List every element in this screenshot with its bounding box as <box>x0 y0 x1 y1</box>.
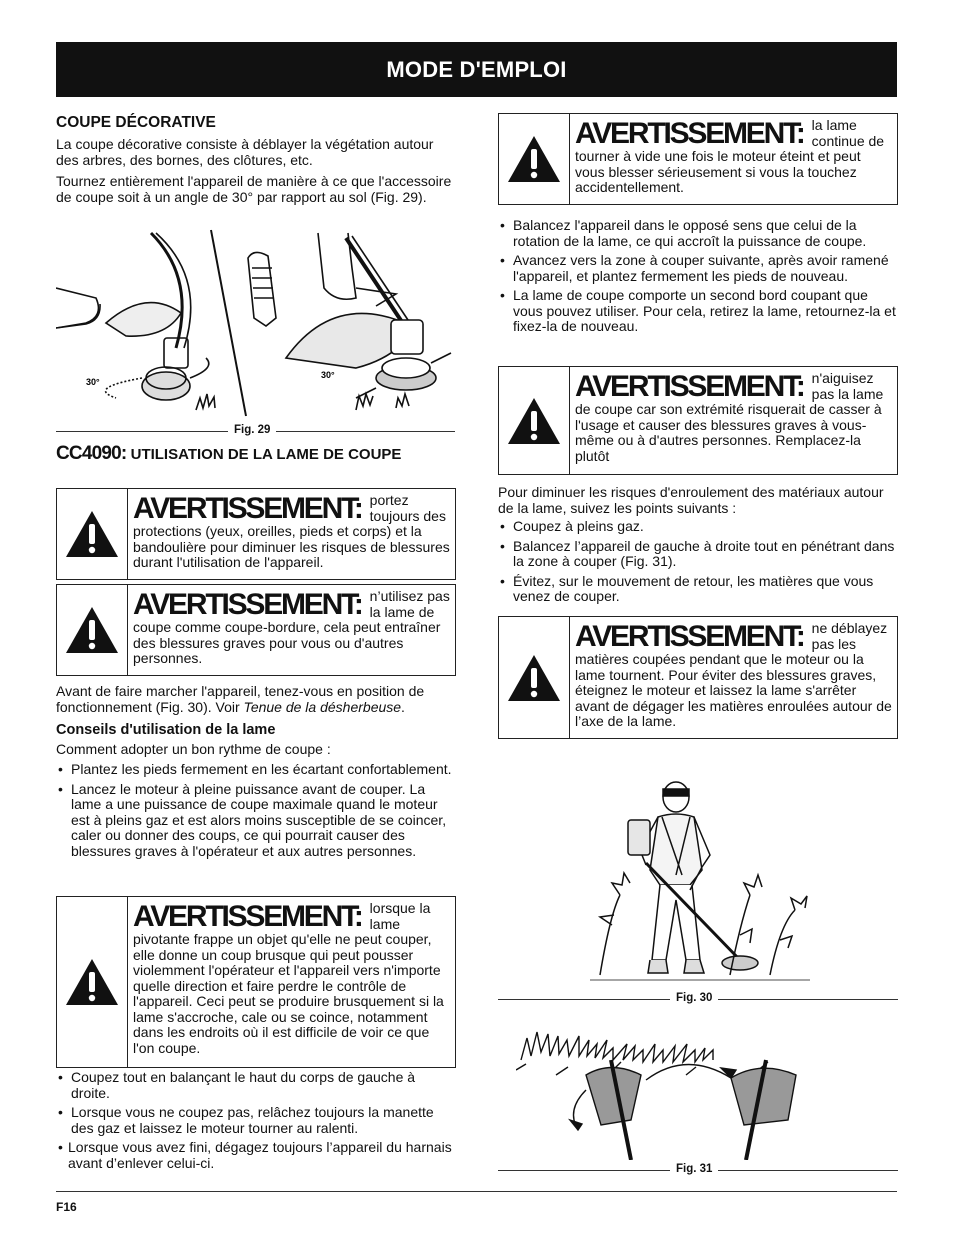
decor-paragraph-2: Tournez entièrement l'appareil de manière à ce que l'accessoire de coupe soit à un angle de 30° par rapport au sol (Fig. 29). <box>56 173 452 205</box>
technique-list <box>498 218 898 339</box>
avant-ref: Tenue de la désherbeuse <box>243 698 402 715</box>
fig30-illustration <box>590 775 810 987</box>
fig31-illustration <box>516 1020 806 1160</box>
warning-text: portez toujours des protections (yeux, oreilles, pieds et corps) et la bandoulière pour diminuer les risques de blessures durant l'utilisation de l'appareil. <box>133 492 450 570</box>
warning-triangle-icon <box>499 367 570 474</box>
list-item: • La lame de coupe comporte un second bord coupant que vous pouvez utiliser. Pour cela, retirez la lame, retournez-la et fixez-la de nouveau. <box>498 288 898 335</box>
fig29-illustration <box>56 228 456 420</box>
list-item: • Coupez tout en balançant le haut du corps de gauche à droite. <box>56 1070 456 1101</box>
warning-box-aiguiser <box>498 366 898 475</box>
warning-box-lame-continue <box>498 113 898 205</box>
warning-word: AVERTISSEMENT: <box>575 117 804 150</box>
list-item: • Lorsque vous ne coupez pas, relâchez toujours la manette des gaz et laissez le moteur tourner au ralenti. <box>56 1105 456 1136</box>
list-item: • Lancez le moteur à pleine puissance avant de couper. La lame a une puissance de coupe maximale quand le moteur est à pleins gaz et est alors moins susceptible de se coincer, caler ou donner des coups, ce qui pourrait causer des blessures graves à l'opérateur et aux autres personnes. <box>56 782 456 860</box>
list-item: • Plantez les pieds fermement en les écartant confortablement. <box>56 762 456 778</box>
warning-box-deblayer <box>498 616 898 739</box>
warning-box-rebond <box>56 896 456 1068</box>
list-item: • Coupez à pleins gaz. <box>498 519 898 535</box>
warning-triangle-icon <box>57 585 128 675</box>
paragraph-pour: Pour diminuer les risques d'enroulement des matériaux autour de la lame, suivez les points suivants : <box>498 484 884 516</box>
cc4090-model: CC4090: <box>56 443 127 464</box>
fig31-label: Fig. 31 <box>670 1162 718 1178</box>
page-number: F16 <box>56 1200 77 1214</box>
warning-text: la lame continue de tourner à vide une fois le moteur éteint et peut vous blesser sérieusement si vous la touchez accidentellement. <box>575 117 885 195</box>
cc4090-subtitle: UTILISATION DE LA LAME DE COUPE <box>126 446 402 463</box>
list-item: • Balancez l'appareil dans le opposé sens que celui de la rotation de la lame, ce qui accroît la puissance de coupe. <box>498 218 898 249</box>
paragraph-avant <box>56 684 456 715</box>
cc4090-title <box>56 443 456 464</box>
warning-word: AVERTISSEMENT: <box>133 588 362 621</box>
footer-rule <box>56 1191 897 1192</box>
decor-paragraph-1: La coupe décorative consiste à déblayer la végétation autour des arbres, des bornes, des clôtures, etc. <box>56 136 434 168</box>
warning-text: n'aiguisez pas la lame de coupe car son extrémité risquerait de casser à l'usage et causer des blessures graves à vous-même ou à d'autres personnes. Remplacez-la plutôt <box>575 370 884 464</box>
avant-text: Avant de faire marcher l'appareil, tenez-vous en position de fonctionnement (Fig. 30). Voir <box>56 683 425 715</box>
list-item: • Évitez, sur le mouvement de retour, les matières que vous venez de couper. <box>498 574 898 605</box>
warning-word: AVERTISSEMENT: <box>575 370 804 403</box>
warning-text: lorsque la lame pivotante frappe un objet qu'elle ne peut couper, elle donne un coup brusque qui peut pousser violemment l'opérateur et l'appareil vers n'importe quelle direction et faire perdre le contrôle de l'appareil. Ceci peut se produire brusquement si la lame s'accroche, cale ou se coince, notamment dans les endroits où il est difficile de voir ce que l'on coupe. <box>133 900 444 1056</box>
fig30-label: Fig. 30 <box>670 991 718 1007</box>
enroulement-list <box>498 519 898 609</box>
fig29-label: Fig. 29 <box>228 423 276 439</box>
decor-title: COUPE DÉCORATIVE <box>56 114 216 131</box>
fig29-angle-b: 30° <box>321 370 335 380</box>
warning-triangle-icon <box>57 897 128 1067</box>
warning-triangle-icon <box>499 617 570 738</box>
warning-box-protections <box>56 488 456 580</box>
warning-word: AVERTISSEMENT: <box>575 620 804 653</box>
warning-word: AVERTISSEMENT: <box>133 900 362 933</box>
list-item: • Balancez l’appareil de gauche à droite tout en pénétrant dans la zone à couper (Fig. 31). <box>498 539 898 570</box>
warning-text: n’utilisez pas la lame de coupe comme coupe-bordure, cela peut entraîner des blessures graves pour vous ou d'autres personnes. <box>133 588 450 666</box>
list-item: • Lorsque vous avez fini, dégagez toujours l’appareil du harnais avant d’enlever celui-ci. <box>56 1140 456 1171</box>
warning-triangle-icon <box>57 489 128 579</box>
coupe-list <box>56 1070 456 1175</box>
avant-end: . <box>401 698 405 715</box>
section-header <box>56 42 897 97</box>
fig29-angle-a: 30° <box>86 377 100 387</box>
conseils-intro: Comment adopter un bon rythme de coupe : <box>56 741 331 757</box>
warning-triangle-icon <box>499 114 570 204</box>
warning-box-bordure <box>56 584 456 676</box>
section-title: MODE D'EMPLOI <box>386 56 567 82</box>
conseils-list <box>56 762 456 863</box>
list-item: • Avancez vers la zone à couper suivante, après avoir ramené l'appareil, et plantez fermement les pieds de nouveau. <box>498 253 898 284</box>
conseils-title: Conseils d'utilisation de la lame <box>56 722 276 738</box>
warning-word: AVERTISSEMENT: <box>133 492 362 525</box>
warning-text: ne déblayez pas les matières coupées pendant que le moteur ou la lame tournent. Pour éviter des blessures graves, éteignez le moteur et laissez la lame s'arrêter avant de dégager les matières enroulées autour de l’axe de la lame. <box>575 620 892 729</box>
